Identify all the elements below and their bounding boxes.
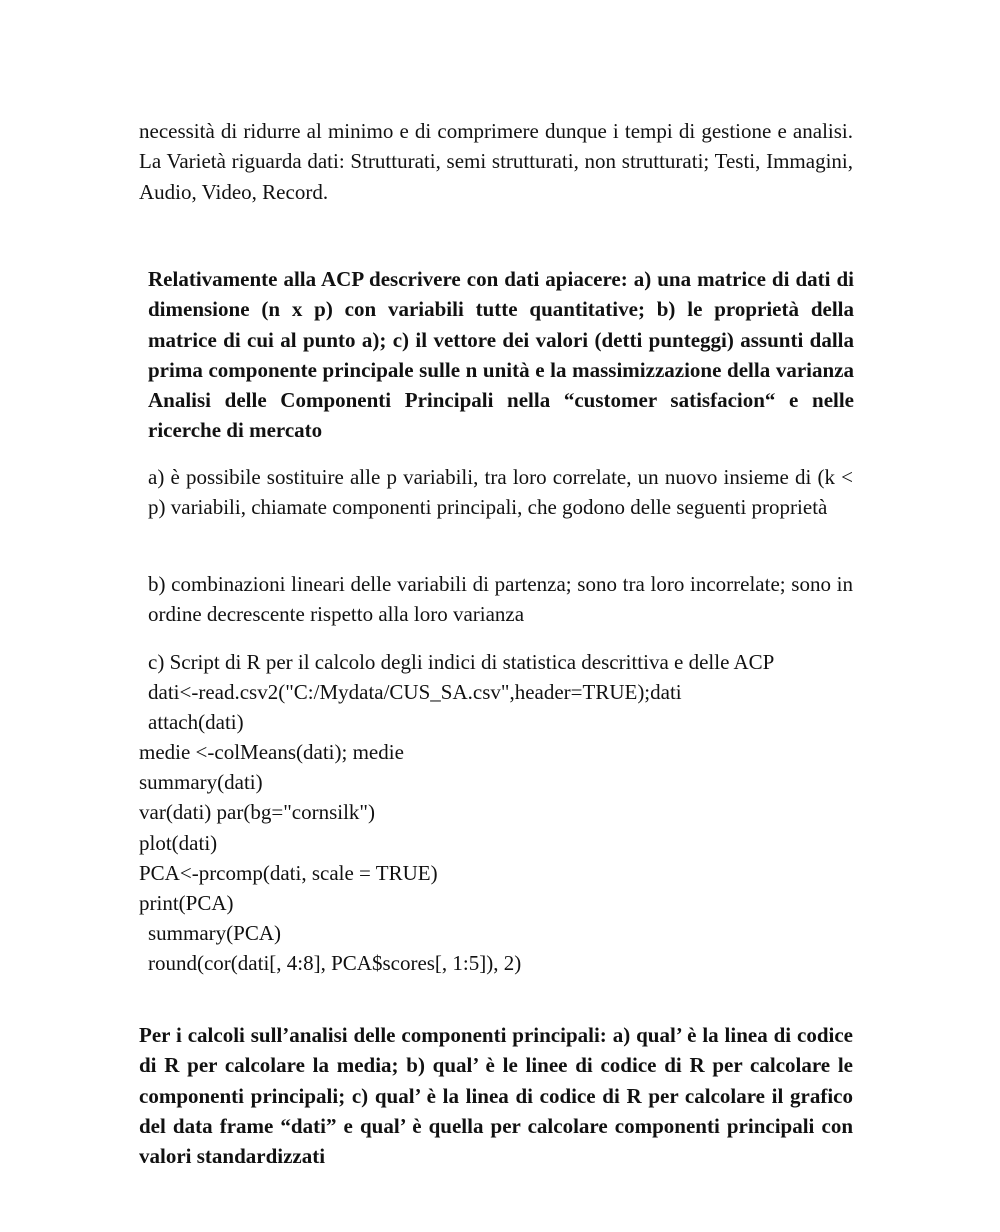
code-line: print(PCA) [139, 891, 234, 915]
script-heading-line: c) Script di R per il calcolo degli indici di statistica descrittiva e delle ACP [148, 650, 775, 674]
code-line: dati<-read.csv2("C:/Mydata/CUS_SA.csv",header=TRUE);dati [148, 680, 682, 704]
intro-paragraph: necessità di ridurre al minimo e di comprimere dunque i tempi di gestione e analisi. La Varietà riguarda dati: Strutturati, semi strutturati, non strutturati; Testi, Immagini, Audio, Video, Record. [139, 119, 853, 204]
question-acp-paragraph: Relativamente alla ACP descrivere con dati apiacere: a) una matrice di dati di dimensione (n x p) con variabili tutte quantitative; b) le proprietà della matrice di cui al punto a); c) il vettore dei valori (detti punteggi) assunti dalla prima componente principale sulle n unità e la massimizzazione della varianza Analisi delle Componenti Principali nella “customer satisfacion“ e nelle ricerche di mercato [148, 267, 854, 443]
answer-b-paragraph: b) combinazioni lineari delle variabili di partenza; sono tra loro incorrelate; sono in ordine decrescente rispetto alla loro varianza [148, 572, 853, 627]
answer-a-paragraph: a) è possibile sostituire alle p variabili, tra loro correlate, un nuovo insieme di (k < p) variabili, chiamate componenti principali, che godono delle seguenti proprietà [148, 465, 853, 520]
code-line: var(dati) par(bg="cornsilk") [139, 800, 375, 824]
code-line: summary(dati) [139, 770, 263, 794]
code-line: attach(dati) [148, 710, 244, 734]
code-line: PCA<-prcomp(dati, scale = TRUE) [139, 861, 438, 885]
code-line: summary(PCA) [148, 921, 281, 945]
code-line: plot(dati) [139, 831, 218, 855]
code-line: round(cor(dati[, 4:8], PCA$scores[, 1:5]), 2) [148, 951, 522, 975]
code-line: medie <-colMeans(dati); medie [139, 740, 404, 764]
question-r-code-paragraph: Per i calcoli sull’analisi delle componenti principali: a) qual’ è la linea di codice di R per calcolare la media; b) qual’ è le linee di codice di R per calcolare le componenti principali; c) qual’ è la linea di codice di R per calcolare il grafico del data frame “dati” e qual’ è quella per calcolare componenti principali con valori standardizzati [139, 1023, 853, 1169]
